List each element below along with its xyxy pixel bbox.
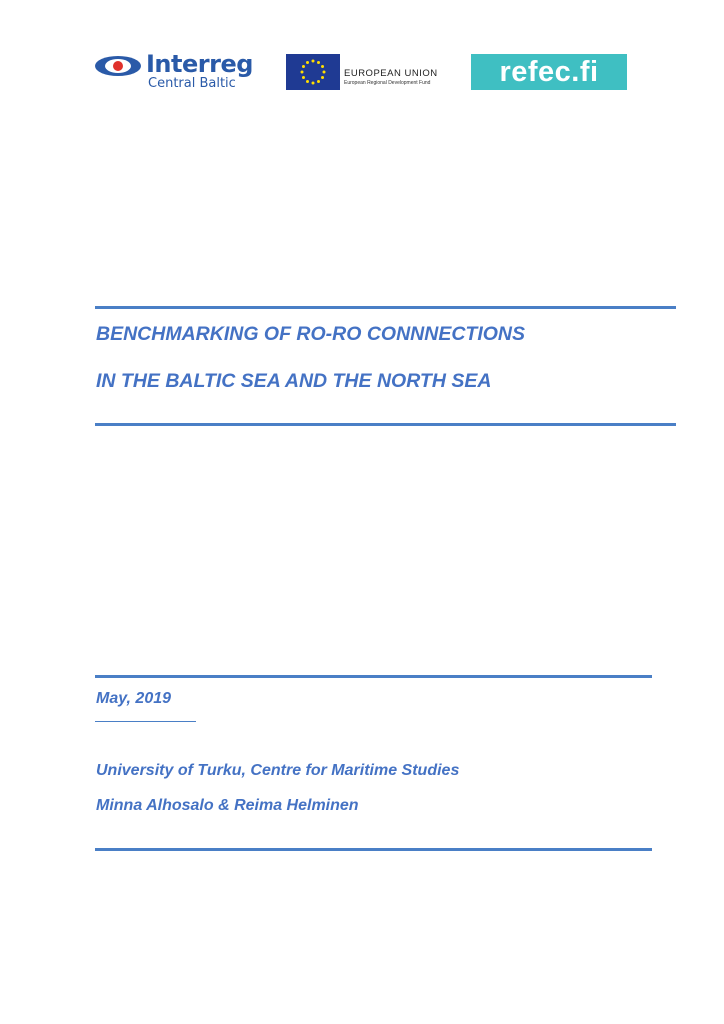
eu-star-icon [302,65,305,68]
interreg-subtitle: Central Baltic [148,76,236,91]
report-date: May, 2019 [96,690,172,707]
title-top-rule [95,306,676,309]
eu-star-icon [321,65,324,68]
title-bottom-rule [95,423,676,426]
eu-subtitle: European Regional Development Fund [344,80,431,86]
eu-star-icon [317,61,320,64]
interreg-mark-icon [94,54,142,78]
eu-star-icon [317,80,320,83]
eu-logo [286,54,446,92]
eu-star-icon [306,80,309,83]
eu-star-icon [302,76,305,79]
interreg-name: Interreg [146,50,253,78]
eu-star-icon [321,76,324,79]
title-line-2: IN THE BALTIC SEA AND THE NORTH SEA [96,370,492,392]
eu-title: EUROPEAN UNION [344,68,438,79]
refec-logo: refec.fi [471,54,627,90]
eu-star-icon [312,60,315,63]
details-bottom-rule [95,848,652,851]
title-line-1: BENCHMARKING OF RO-RO CONNNECTIONS [96,323,525,345]
eu-flag-icon [286,54,340,90]
interreg-logo [94,50,254,92]
eu-star-icon [301,71,304,74]
institution: University of Turku, Centre for Maritime Studies [96,762,460,779]
eu-star-icon [312,82,315,85]
eu-star-icon [323,71,326,74]
details-top-rule [95,675,652,678]
authors: Minna Alhosalo & Reima Helminen [96,797,359,814]
date-underline [95,721,196,722]
eu-star-icon [306,61,309,64]
